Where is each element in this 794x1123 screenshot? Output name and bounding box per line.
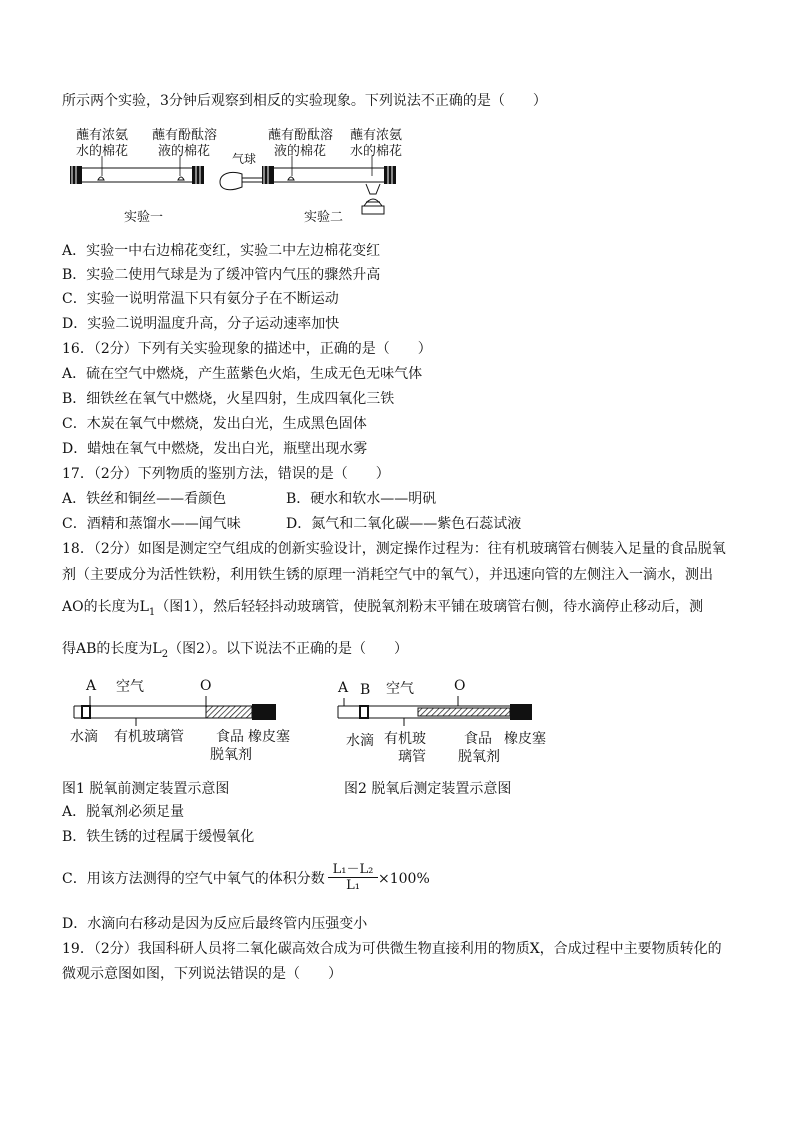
q17-stem: 17．（2分）下列物质的鉴别方法，错误的是（ ） xyxy=(62,466,390,482)
exp1-label-phenol-1: 蘸有酚酞溶 xyxy=(152,128,218,143)
exp1-label-phenol-2: 液的棉花 xyxy=(158,144,211,159)
q18-option-b: B．铁生锈的过程属于缓慢氧化 xyxy=(62,829,255,845)
d2-label-stopper: 橡皮塞 xyxy=(504,731,546,747)
deoxidation-diagram-2 xyxy=(334,676,564,766)
fraction-numerator: L₁－L₂ xyxy=(328,858,378,878)
d1-label-water: 水滴 xyxy=(70,729,98,745)
d1-label-food-2: 脱氧剂 xyxy=(210,747,252,763)
q18-option-d: D．水滴向右移动是因为反应后最终管内压强变小 xyxy=(62,916,368,932)
d1-label-o: O xyxy=(200,678,212,694)
experiment-figure xyxy=(66,122,426,228)
q15-option-a: A．实验一中右边棉花变红，实验二中左边棉花变红 xyxy=(62,243,381,259)
q19-line-2: 微观示意图如图，下列说法错误的是（ ） xyxy=(62,966,342,982)
d1-label-tube: 有机玻璃管 xyxy=(114,729,184,745)
d2-label-air: 空气 xyxy=(386,681,414,697)
q16-option-b: B．细铁丝在氧气中燃烧，火星四射，生成四氧化三铁 xyxy=(62,391,395,407)
figure-2-caption: 图2 脱氧后测定装置示意图 xyxy=(344,781,512,797)
q18-option-c: C．用该方法测得的空气中氧气的体积分数 xyxy=(62,871,325,887)
exp2-label-phenol-2: 液的棉花 xyxy=(274,144,327,159)
q15-option-c: C．实验一说明常温下只有氨分子在不断运动 xyxy=(62,291,339,307)
exp2-caption: 实验二 xyxy=(304,210,344,225)
d2-label-food-1: 食品 xyxy=(464,731,492,747)
d2-label-b: B xyxy=(360,682,371,698)
balloon-label: 气球 xyxy=(232,152,257,166)
exp2-label-ammonia-1: 蘸有浓氨 xyxy=(350,128,403,143)
q17-option-b: B．硬水和软水——明矾 xyxy=(286,491,437,507)
q15-option-d: D．实验二说明温度升高，分子运动速率加快 xyxy=(62,316,340,332)
q16-option-d: D．蜡烛在氧气中燃烧，发出白光，瓶壁出现水雾 xyxy=(62,441,368,457)
exp2-label-ammonia-2: 水的棉花 xyxy=(350,144,403,159)
d1-label-stopper: 橡皮塞 xyxy=(248,729,290,745)
question-15-stem-tail: 所示两个实验，3分钟后观察到相反的实验现象。下列说法不正确的是（ ） xyxy=(62,93,547,109)
exp1-caption: 实验一 xyxy=(124,210,164,225)
q17-option-c: C．酒精和蒸馏水——闻气味 xyxy=(62,516,241,532)
exp2-label-phenol-1: 蘸有酚酞溶 xyxy=(268,128,334,143)
q18-option-a: A．脱氧剂必须足量 xyxy=(62,804,185,820)
q16-option-a: A．硫在空气中燃烧，产生蓝紫色火焰，生成无色无味气体 xyxy=(62,366,423,382)
experiment-drawing xyxy=(66,122,426,228)
q18-line-3: AO的长度为$L_1$（图1），然后轻轻抖动玻璃管，使脱氧剂粉末平铺在玻璃管右侧，待水滴停止移动后，测 xyxy=(62,599,704,618)
d1-label-food-1: 食品 xyxy=(216,729,244,745)
q15-option-b: B．实验二使用气球是为了缓冲管内气压的骤然升高 xyxy=(62,267,381,283)
d2-label-a: A xyxy=(338,680,349,696)
q17-option-a: A．铁丝和铜丝——看颜色 xyxy=(62,491,227,507)
figure-1-caption: 图1 脱氧前测定装置示意图 xyxy=(62,781,230,797)
q17-option-d: D．氮气和二氧化碳——紫色石蕊试液 xyxy=(286,516,522,532)
exp1-label-ammonia-2: 水的棉花 xyxy=(76,144,129,159)
q18-option-c-fraction xyxy=(328,858,378,893)
q18-line-1: 18．（2分）如图是测定空气组成的创新实验设计，测定操作过程为：往有机玻璃管右侧装入足量的食品脱氧 xyxy=(62,541,726,557)
d2-label-tube-1: 有机玻 xyxy=(384,731,426,747)
d1-label-air: 空气 xyxy=(116,679,144,695)
q19-line-1: 19．（2分）我国科研人员将二氧化碳高效合成为可供微生物直接利用的物质X，合成过程中主要物质转化的 xyxy=(62,941,722,957)
q18-line-4: 得AB的长度为$L_2$（图2）。以下说法不正确的是（ ） xyxy=(62,641,408,660)
exp1-label-ammonia-1: 蘸有浓氨 xyxy=(76,128,129,143)
q18-line-2: 剂（主要成分为活性铁粉，利用铁生锈的原理一消耗空气中的氧气），并迅速向管的左侧注入一滴水，测出 xyxy=(62,567,713,583)
q16-option-c: C．木炭在氧气中燃烧，发出白光，生成黑色固体 xyxy=(62,416,367,432)
d2-label-o: O xyxy=(454,678,466,694)
deoxidation-diagram-1 xyxy=(66,676,316,766)
q18-option-c-tail: ×100% xyxy=(378,871,430,887)
fraction-denominator: L₁ xyxy=(346,878,360,893)
d2-label-food-2: 脱氧剂 xyxy=(458,749,500,765)
d2-label-water: 水滴 xyxy=(346,733,374,749)
d1-label-a: A xyxy=(86,678,97,694)
d2-label-tube-2: 璃管 xyxy=(398,749,426,765)
q16-stem: 16．（2分）下列有关实验现象的描述中，正确的是（ ） xyxy=(62,341,432,357)
